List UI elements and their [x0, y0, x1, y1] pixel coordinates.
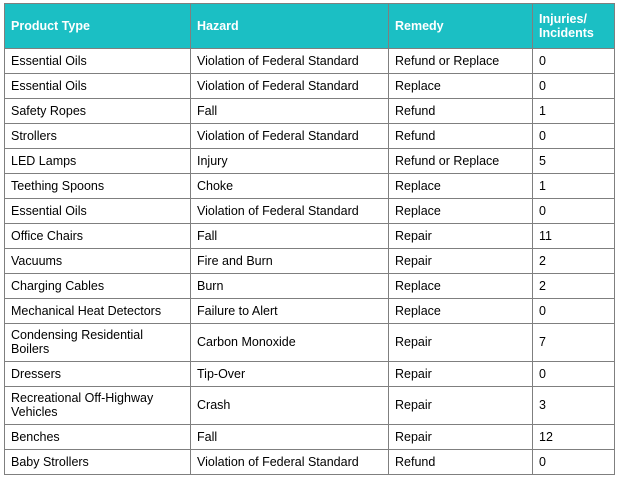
cell-remedy: Repair	[389, 224, 533, 249]
cell-product-type: Dressers	[5, 362, 191, 387]
cell-hazard: Choke	[191, 174, 389, 199]
cell-product-type: LED Lamps	[5, 149, 191, 174]
cell-injuries: 2	[533, 249, 615, 274]
table-body	[5, 49, 615, 475]
cell-injuries: 0	[533, 450, 615, 475]
table-row	[5, 387, 615, 425]
cell-hazard: Violation of Federal Standard	[191, 49, 389, 74]
cell-hazard: Violation of Federal Standard	[191, 450, 389, 475]
cell-product-type: Mechanical Heat Detectors	[5, 299, 191, 324]
cell-injuries: 1	[533, 174, 615, 199]
cell-remedy: Replace	[389, 274, 533, 299]
table-row	[5, 174, 615, 199]
cell-injuries: 1	[533, 99, 615, 124]
cell-hazard: Failure to Alert	[191, 299, 389, 324]
table-row	[5, 362, 615, 387]
column-header-injuries-incidents	[533, 4, 615, 49]
table-row	[5, 425, 615, 450]
table-row	[5, 249, 615, 274]
table-row	[5, 224, 615, 249]
cell-hazard: Violation of Federal Standard	[191, 199, 389, 224]
product-recall-table	[4, 3, 615, 475]
cell-remedy: Repair	[389, 324, 533, 362]
table-row	[5, 199, 615, 224]
cell-product-type: Recreational Off-Highway Vehicles	[5, 387, 191, 425]
cell-hazard: Fall	[191, 224, 389, 249]
table-header	[5, 4, 615, 49]
cell-remedy: Replace	[389, 174, 533, 199]
table-row	[5, 450, 615, 475]
column-header-remedy: Remedy	[389, 4, 533, 49]
cell-product-type: Strollers	[5, 124, 191, 149]
cell-hazard: Fall	[191, 99, 389, 124]
column-header-injuries-line1: Injuries/	[539, 12, 587, 26]
table-row	[5, 149, 615, 174]
cell-injuries: 0	[533, 362, 615, 387]
cell-remedy: Refund or Replace	[389, 49, 533, 74]
cell-hazard: Fall	[191, 425, 389, 450]
cell-injuries: 0	[533, 49, 615, 74]
cell-injuries: 0	[533, 124, 615, 149]
cell-product-type: Safety Ropes	[5, 99, 191, 124]
cell-product-type: Benches	[5, 425, 191, 450]
column-header-hazard: Hazard	[191, 4, 389, 49]
cell-product-type: Essential Oils	[5, 49, 191, 74]
column-header-product-type: Product Type	[5, 4, 191, 49]
cell-injuries: 0	[533, 199, 615, 224]
cell-product-type: Vacuums	[5, 249, 191, 274]
cell-remedy: Repair	[389, 362, 533, 387]
cell-product-type: Condensing Residential Boilers	[5, 324, 191, 362]
cell-remedy: Refund	[389, 450, 533, 475]
cell-injuries: 5	[533, 149, 615, 174]
table-row	[5, 49, 615, 74]
column-header-injuries-line2: Incidents	[539, 26, 594, 40]
cell-remedy: Repair	[389, 249, 533, 274]
cell-injuries: 3	[533, 387, 615, 425]
table-header-row	[5, 4, 615, 49]
cell-remedy: Repair	[389, 387, 533, 425]
cell-product-type: Teething Spoons	[5, 174, 191, 199]
cell-remedy: Repair	[389, 425, 533, 450]
cell-injuries: 2	[533, 274, 615, 299]
cell-injuries: 12	[533, 425, 615, 450]
cell-hazard: Carbon Monoxide	[191, 324, 389, 362]
cell-hazard: Burn	[191, 274, 389, 299]
cell-product-type: Essential Oils	[5, 74, 191, 99]
cell-injuries: 11	[533, 224, 615, 249]
cell-remedy: Replace	[389, 299, 533, 324]
cell-remedy: Refund	[389, 124, 533, 149]
table-row	[5, 324, 615, 362]
cell-remedy: Refund or Replace	[389, 149, 533, 174]
cell-injuries: 7	[533, 324, 615, 362]
cell-injuries: 0	[533, 299, 615, 324]
cell-hazard: Violation of Federal Standard	[191, 74, 389, 99]
table-row	[5, 299, 615, 324]
cell-hazard: Injury	[191, 149, 389, 174]
cell-product-type: Office Chairs	[5, 224, 191, 249]
table-row	[5, 274, 615, 299]
cell-injuries: 0	[533, 74, 615, 99]
cell-product-type: Baby Strollers	[5, 450, 191, 475]
cell-product-type: Essential Oils	[5, 199, 191, 224]
cell-hazard: Fire and Burn	[191, 249, 389, 274]
table-row	[5, 99, 615, 124]
cell-hazard: Violation of Federal Standard	[191, 124, 389, 149]
cell-remedy: Replace	[389, 199, 533, 224]
cell-hazard: Crash	[191, 387, 389, 425]
table-row	[5, 74, 615, 99]
cell-product-type: Charging Cables	[5, 274, 191, 299]
table-row	[5, 124, 615, 149]
cell-hazard: Tip-Over	[191, 362, 389, 387]
cell-remedy: Refund	[389, 99, 533, 124]
cell-remedy: Replace	[389, 74, 533, 99]
